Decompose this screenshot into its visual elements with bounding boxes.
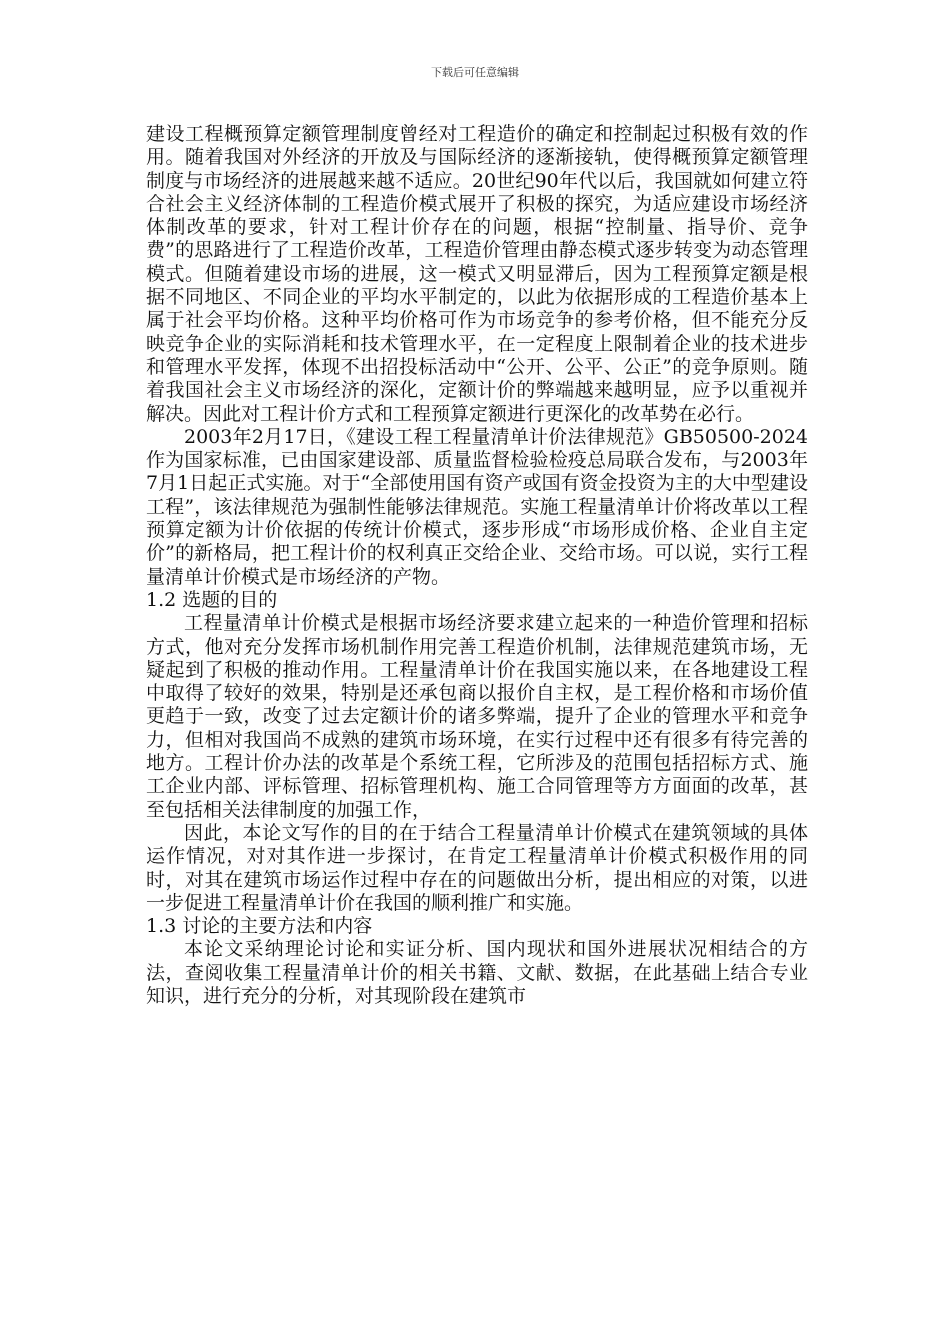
section-heading-1-2: 1.2 选题的目的 bbox=[146, 588, 278, 611]
paragraph-standard-release: 2003年2月17日，《建设工程工程量清单计价法律规范》GB50500-2024作为国家标准，已由国家建设部、质量监督检验检疫总局联合发布，与2003年7月1日起正式实施。对于“全部使用国有资产或国有资金投资为主的大中型建设工程”，该法律规范为强制性能够法律规范。实施工程量清单计价将改革以工程预算定额为计价依据的传统计价模式，逐步形成“市场形成价格、企业自主定价”的新格局，把工程计价的权利真正交给企业、交给市场。可以说，实行工程量清单计价模式是市场经济的产物。 bbox=[146, 425, 808, 588]
paragraph-purpose: 工程量清单计价模式是根据市场经济要求建立起来的一种造价管理和招标方式，他对充分发挥市场机制作用完善工程造价机制，法律规范建筑市场，无疑起到了积极的推动作用。工程量清单计价在我国实施以来，在各地建设工程中取得了较好的效果，特别是还承包商以报价自主权，是工程价格和市场价值更趋于一致，改变了过去定额计价的诸多弊端，提升了企业的管理水平和竞争力，但相对我国尚不成熟的建筑市场环境，在实行过程中还有很多有待完善的地方。工程计价办法的改革是个系统工程，它所涉及的范围包括招标方式、施工企业内部、评标管理、招标管理机构、施工合同管理等方方面面的改革，甚至包括相关法律制度的加强工作， bbox=[146, 612, 808, 821]
paragraph-thesis-goal: 因此，本论文写作的目的在于结合工程量清单计价模式在建筑领域的具体运作情况，对对其作进一步探讨，在肯定工程量清单计价模式积极作用的同时，对其在建筑市场运作过程中存在的问题做出分析，提出相应的对策，以进一步促进工程量清单计价在我国的顺利推广和实施。 bbox=[146, 821, 808, 914]
paragraph-methods: 本论文采纳理论讨论和实证分析、国内现状和国外进展状况相结合的方法，查阅收集工程量清单计价的相关书籍、文献、数据，在此基础上结合专业知识，进行充分的分析，对其现阶段在建筑市 bbox=[146, 938, 808, 1007]
document-body bbox=[146, 123, 808, 1008]
paragraph-background: 建设工程概预算定额管理制度曾经对工程造价的确定和控制起过积极有效的作用。随着我国对外经济的开放及与国际经济的逐渐接轨，使得概预算定额管理制度与市场经济的进展越来越不适应。20世纪90年代以后，我国就如何建立符合社会主义经济体制的工程造价模式展开了积极的探究，为适应建设市场经济体制改革的要求，针对工程计价存在的问题，根据“控制量、指导价、竞争费”的思路进行了工程造价改革，工程造价管理由静态模式逐步转变为动态管理模式。但随着建设市场的进展，这一模式又明显滞后，因为工程预算定额是根据不同地区、不同企业的平均水平制定的，以此为依据形成的工程造价基本上属于社会平均价格。这种平均价格可作为市场竞争的参考价格，但不能充分反映竞争企业的实际消耗和技术管理水平，在一定程度上限制着企业的技术进步和管理水平发挥，体现不出招投标活动中“公开、公平、公正”的竞争原则。随着我国社会主义市场经济的深化，定额计价的弊端越来越明显，应予以重视并解决。因此对工程计价方式和工程预算定额进行更深化的改革势在必行。 bbox=[146, 123, 808, 425]
page-header-note: 下载后可任意编辑 bbox=[431, 66, 519, 79]
section-heading-1-3: 1.3 讨论的主要方法和内容 bbox=[146, 915, 373, 938]
